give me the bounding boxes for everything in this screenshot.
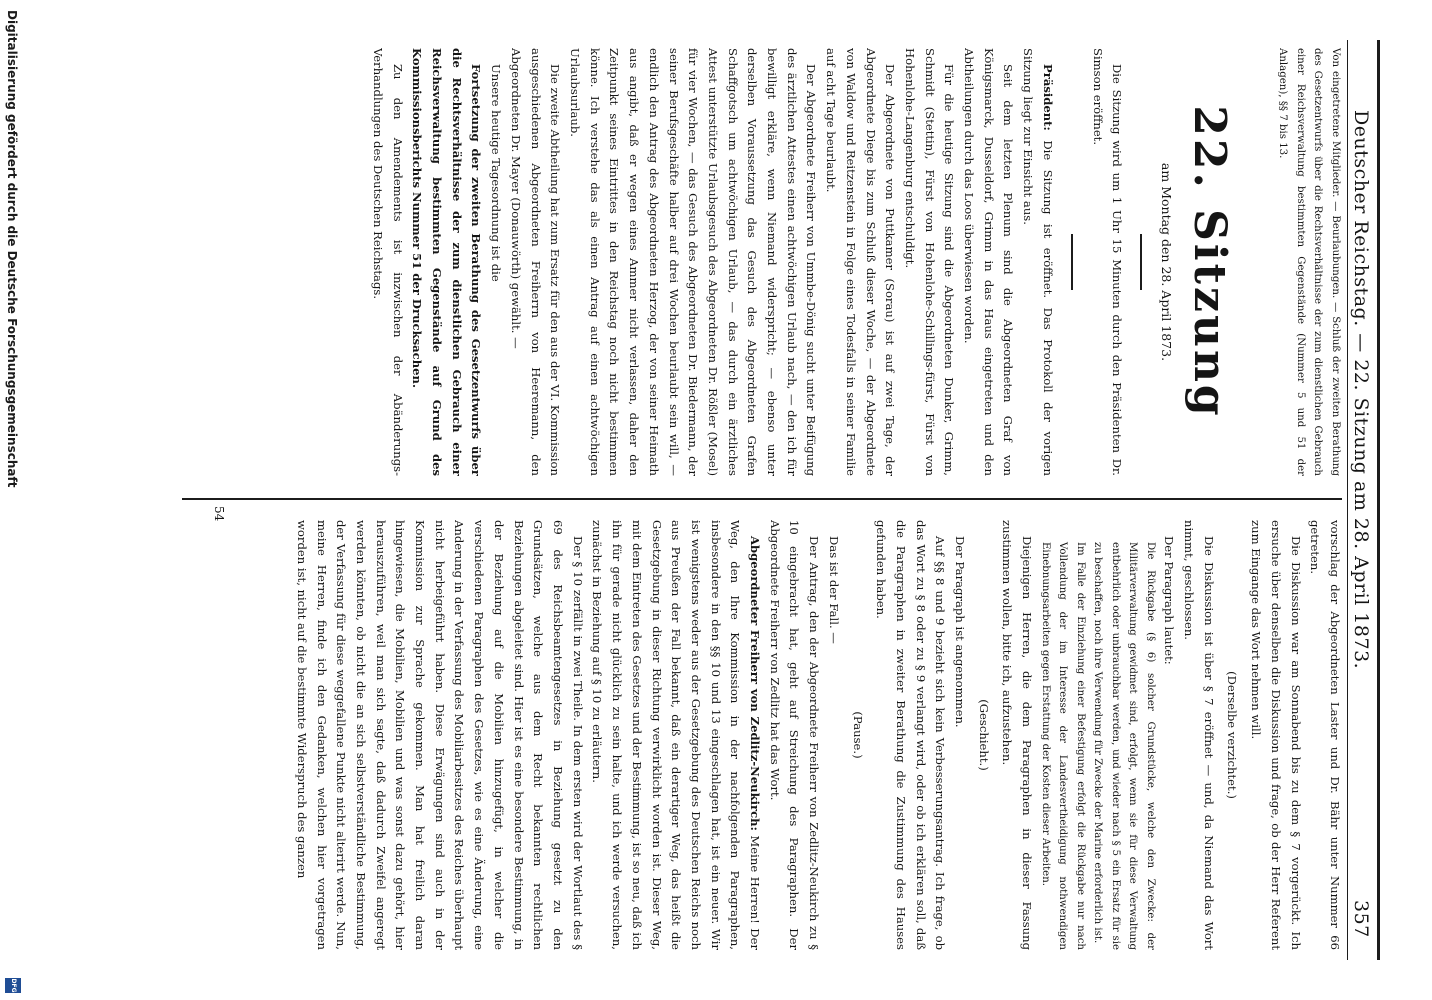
paragraph: vorschlag der Abgeordneten Laster und Dr. Bähr unter Nummer 66 getreten.	[1308, 520, 1342, 950]
footer-credit: Digitalisierung gefördert durch die Deutsche Forschungsgemeinschaft	[5, 10, 19, 488]
paragraph: Die Diskussion war am Sonnabend bis zu dem § 7 vorgerückt. Ich ersuche über denselben die Diskussion und frage, ob der Herr Referent zum Eingange das Wort nehmen will.	[1249, 520, 1303, 950]
section-rule	[1071, 234, 1073, 290]
header-rule	[1377, 40, 1380, 960]
digitization-footer	[0, 0, 24, 1000]
paragraph: Seit dem letzten Plenum sind die Abgeordneten Graf von Königsmarck, Dusseldorf, Grimm in das Haus eingetreten und den Abtheilungen durch das Loos überwiesen worden.	[962, 48, 1016, 476]
speaker-name: Abgeordneter Freiherr von Zedlitz-Neukirch:	[748, 536, 763, 831]
session-title: 22. Sitzung	[1184, 105, 1235, 419]
paragraph: Der § 10 zerfällt in zwei Theile. In dem ersten wird der Wortlaut des § 69 des Reichsbeamtengesetzes in Beziehung gesetzt zu den Grundsätzen, welche aus dem Recht bekannten rechtlichen Beziehungen abgeleitet sind. Hier ist es eine besondere Bestimmung, in der Beziehung auf die Mobilien hinzugefügt, in welcher die verschiedenen Paragraphen des Gesetzes, wie es eine Änderung, eine Anderung in der Verfassung des Mobiliarbesitzes des Reiches überhaupt nicht herbeigeführt haben. Diese Erwägungen sind auch in der Kommission zur Sprache gekommen. Man hat freilich daran hingewiesen, die Mobilien, Mobilien und was sonst dazu gehört, hier herauszuführen, weil man sich sagte, daß dadurch Zweifel angeregt werden könnten, ob nicht die an sich selbstverständliche Bestimmung, der Verfassung für diese weggefallene Punkte nicht alterirt werde. Nun, meine Herren, finde ich den Gedanken, welchen hier vorgetragen worden ist, nicht auf die bestimmte Widerspruch des ganzen	[294, 520, 585, 950]
paragraph: Der Paragraph ist angenommen.	[953, 536, 968, 728]
opening-paragraph: Die Sitzung wird um 1 Uhr 15 Minuten durch den Präsidenten Dr. Simson eröffnet.	[1090, 48, 1125, 476]
agenda-item: Fortsetzung der zweiten Berathung des Gesetzentwurfs über die Rechtsverhältnisse der zum dienstlichen Gebrauch einer Reichsverwaltung bestimmten Gegenstände auf Grund des Kommissionsberichts Nummer 51 der Drucksachen.	[410, 48, 484, 476]
agenda-note: Von eingetretene Mitglieder. — Beurlaubungen. — Schluß der zweiten Berathung des Gesetzentwurfs über die Rechtsverhältnisse der zum dienstlichen Gebrauch einer Reichsverwaltung bestimmten Gegenstände (Nummer 5 und 51 der Anlagen), §§ 7 bis 13.	[1277, 48, 1341, 476]
speaker-name: Präsident:	[1040, 64, 1055, 131]
paragraph: Auf §§ 8 und 9 bezieht sich kein Verbesserungsantrag. Ich frage, ob das Wort zu § 8 oder zu § 9 verlangt wird, oder ob ich erklären soll, daß die Paragraphen in zweiter Berathung die Zustimmung des Hauses gefunden haben.	[874, 520, 948, 950]
paragraph: Zu den Amendements ist inzwischen der Abänderungs-Verhandlungen des Deutschen Reichstags.	[370, 48, 405, 476]
paragraph: Die zweite Abtheilung hat zum Ersatz für den aus der VI. Kommission ausgeschiedenen Abgeordneten Freiherrn von Heeremann, den Abgeordneten Dr. Mayer (Donauwörth) gewählt. —	[508, 48, 563, 476]
paragraph: Der Abgeordnete Freiherr von Ummbe-Dönig sucht unter Beifügung des ärztlichen Attestes einen achtwöchigen Urlaub nach, — den ich für bewilligt erkläre, wenn Niemand widerspricht; — ebenso unter derselben Voraussetzung das Gesuch des Abgeordneten Grafen Schaffgotsch um achtwöchigen Urlaub, — das durch ein ärztliches Attest unterstützte Urlaubsgesuch des Abgeordneten Dr. Rößler (Mosel) für vier Wochen, — das Gesuch des Abgeordneten Dr. Biedermann, der seiner Berufsgeschäfte halber auf drei Wochen beurlaubt sein will, — endlich den Antrag des Abgeordneten Herzog, der von seiner Heimath aus angibt, daß er wegen eines Ammer nicht verlassen, daher den Zeitpunkt seines Eintrittes in den Reichstag noch nicht bestimmen könne. Ich verstehe das als einen Antrag auf einen achtwöchigen Urlaubsurlaub.	[568, 48, 819, 476]
paragraph: Der Paragraph lautet:	[1162, 536, 1177, 665]
session-date: am Montag den 28. April 1873.	[1159, 162, 1174, 362]
bottom-page-number: 54	[212, 506, 226, 522]
president-paragraph	[1017, 48, 1056, 476]
quoted-paragraph: Die Rückgabe (§ 6) solcher Grundstücke, welche den Zwecke: der Militärverwaltung gewidmet sind, erfolgt, wenn sie für diese Verwaltung entbehrlich oder unbrauchbar werden, und wieder nach § 5 ein Ersatz für sie zu beschaffen, noch ihre Verwendung für Zwecke der Marine erforderlich ist.	[1092, 542, 1156, 950]
right-column	[184, 520, 1344, 950]
paragraph: Der Antrag, den der Abgeordnete Freiherr von Zedlitz-Neukirch zu § 10 eingebracht hat, geht auf Streichung des Paragraphen. Der Abgeordnete Freiherr von Zedlitz hat das Wort.	[767, 520, 822, 950]
dfg-logo: DFG	[5, 978, 21, 993]
running-header: Deutscher Reichstag. — 22. Sitzung am 28. April 1873.	[1350, 110, 1372, 670]
left-column	[184, 48, 1344, 476]
header-rule-bottom	[1347, 40, 1348, 960]
stage-direction: (Derselbe verzichtet.)	[1225, 671, 1240, 799]
paragraph: Diejenigen Herren, die dem Paragraphen in dieser Fassung zustimmen wollen, bitte ich, aufzustehen.	[1000, 520, 1035, 950]
paragraph: Unsere heutige Tagesordnung ist die	[489, 64, 504, 282]
stage-direction: (Geschieht.)	[976, 699, 991, 771]
paragraph-text: Die Sitzung ist eröffnet. Das Protokoll der vorigen Sitzung liegt zur Einsicht aus.	[1021, 48, 1055, 476]
paragraph: Die Diskussion ist über § 7 eröffnet — und, da Niemand das Wort nimmt, geschlossen.	[1182, 520, 1216, 950]
paragraph: Der Abgeordnete von Puttkamer (Sorau) ist auf zwei Tage, der Abgeordnete Diege bis zum Schluß dieser Woche, — der Abgeordnete von Waldow und Reitzenstein in Folge eines Todesfalls in seiner Familie auf acht Tage beurlaubt.	[824, 48, 898, 476]
stage-direction: (Pause.)	[850, 711, 865, 759]
column-divider	[182, 498, 1342, 500]
section-rule	[1140, 234, 1142, 290]
paragraph-text: Meine Herren! Der Weg, den Ihre Kommission in der nachfolgenden Paragraphen, insbesondere in den §§ 10 und 13 eingeschlagen hat, ist ein neuer. Wir ist wenigstens weder aus der Gesetzgebung des Deutschen Reichs noch aus Preußen der Fall bekannt, daß ein derartiger Weg, das heißt die Gesetzgebung in dieser Richtung verwirklicht worden ist. Dieser Weg, mit dem Eintreten des Gesetzes und der Bestimmung, ist so neu, daß ich ihn für gerade nicht glücklich zu sein halte, und ich werde versuchen, zunächst in Beziehung auf § 10 zu erläutern.	[590, 520, 763, 950]
paragraph: Für die heutige Sitzung sind die Abgeordneten Dunker, Grimm, Schmidt (Stettin), Fürst von Hohenlohe-Schillings-fürst, Fürst von Hohenlohe-Langenburg entschuldigt.	[902, 48, 957, 476]
quoted-paragraph: Im Falle der Einziehung einer Befestigung erfolgt die Rückgabe nur nach Vollendung der im Interesse der Landesvertheidigung nothwendigen Einebnungsarbeiten gegen Erstattung der Kosten dieser Arbeiten.	[1039, 542, 1086, 950]
speech-paragraph	[587, 520, 764, 950]
header-page-number: 357	[1350, 900, 1372, 938]
paragraph: Das ist der Fall. —	[826, 536, 841, 644]
